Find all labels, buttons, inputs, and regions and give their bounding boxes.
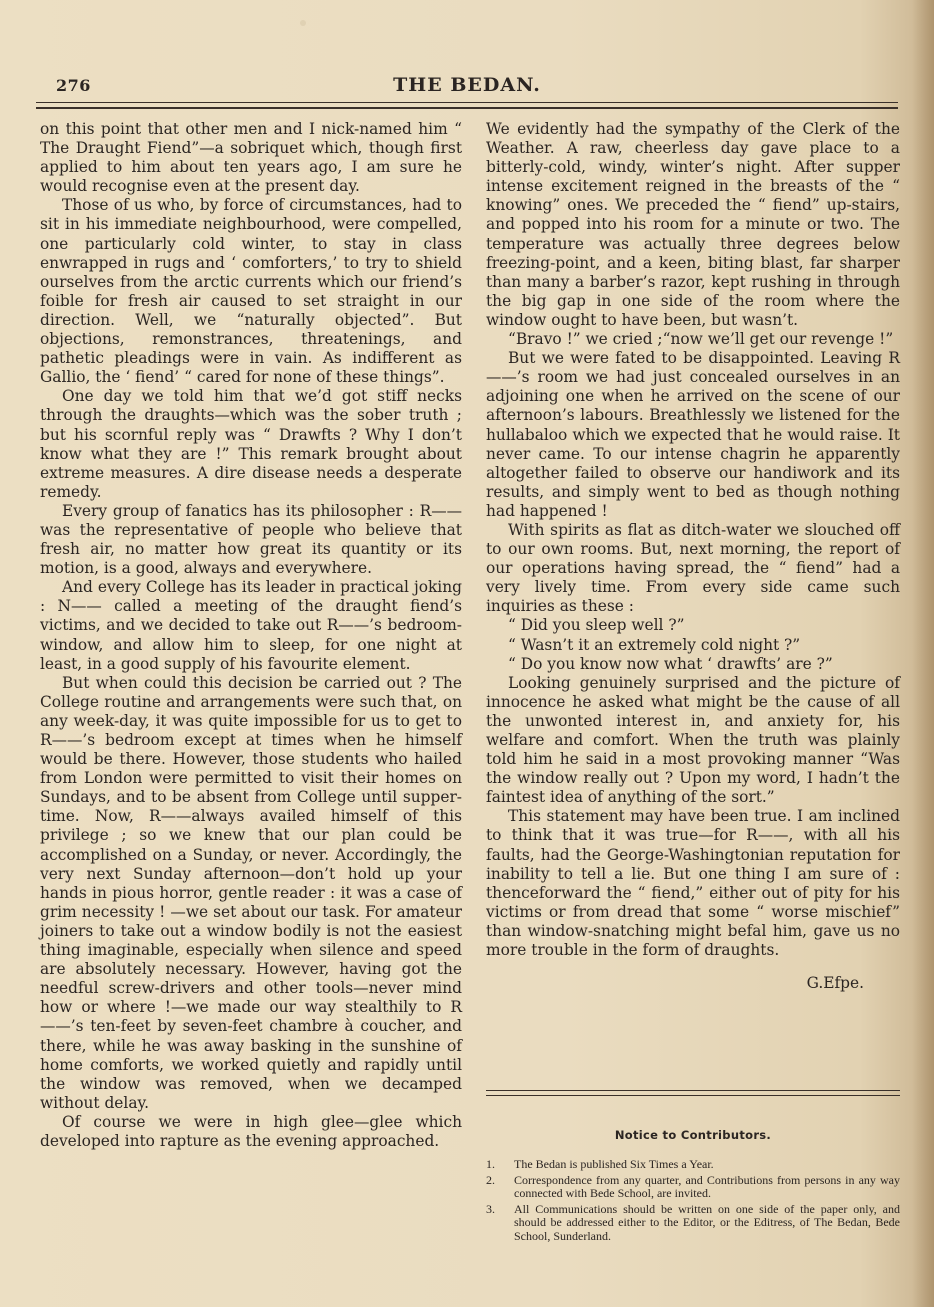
book-spine-shadow [912,0,934,1307]
notice-rule-top [486,1090,900,1091]
paper-spot [300,20,306,26]
notice-list [486,1158,900,1246]
quoted-line: “ Wasn’t it an extremely cold night ?” [508,635,801,654]
header-rule-thin [36,102,898,103]
paragraph: “Bravo !” we cried ;“now we’ll get our revenge !” [508,330,894,349]
paragraph: With spirits as flat as ditch-water we slouched off to our own rooms. But, next morning, the report of our operations having spread, the “ fiend” had a very lively time. From every side came such inquiries as these : [486,520,900,616]
notice-item-text: All Communications should be written on one side of the paper only, and should be addressed either to the Editor, or the Editress, of The Bedan, Bede School, Sunderland. [514,1201,900,1243]
author-signature: G.Efpe. [806,974,864,993]
paragraph: Looking genuinely surprised and the picture of innocence he asked what might be the cause of all the unwonted interest in, and anxiety for, his welfare and comfort. When the truth was plainly told him he said in a most provoking manner “Was the window really out ? Upon my word, I hadn’t the faintest idea of anything of the sort.” [486,673,900,807]
quoted-line: “ Did you sleep well ?” [508,616,685,635]
paragraph: But when could this decision be carried out ? The College routine and arrangements were such that, on any week-day, it was quite impossible for us to get to R——’s bedroom except at times when he himself would be there. However, those students who hailed from London were permitted to visit their homes on Sundays, and to be absent from College until supper-time. Now, R——always availed himself of this privilege ; so we knew that our plan could be accomplished on a Sunday, or never. Accordingly, the very next Sunday afternoon—don’t hold up your hands in pious horror, gentle reader : it was a case of grim necessity ! —we set about our task. For amateur joiners to take out a window bodily is not the easiest thing imaginable, especially when silence and speed are absolutely necessary. However, having got the needful screw-drivers and other tools—never mind how or where !—we made our way stealthily to R——’s ten-feet by seven-feet chambre à coucher, and there, while he was away basking in the sunshine of home comforts, we worked quietly and rapidly until the window was removed, when we decamped without delay. [40,673,462,1112]
paragraph: Those of us who, by force of circumstances, had to sit in his immediate neighbourhood, were compelled, one particularly cold winter, to stay in class enwrapped in rugs and ‘ comforters,’ to try to shield ourselves from the arctic currents which our friend’s foible for fresh air caused to set straight in our direction. Well, we “naturally objected”. But objections, remonstrances, threatenings, and pathetic pleadings were in vain. As indifferent as Gallio, the ‘ fiend’ “ cared for none of these things”. [40,196,462,387]
notice-rule-bottom [486,1095,900,1096]
page-header [36,72,898,104]
paragraph: One day we told him that we’d got stiff necks through the draughts—which was the sober truth ; but his scornful reply was “ Drawfts ? Why I don’t know what they are !” This remark brought about extreme measures. A dire disease needs a desperate remedy. [40,387,462,501]
right-column [486,120,900,993]
notice-item [486,1203,900,1244]
running-title: THE BEDAN. [393,74,541,96]
notice-item-number: 1. [486,1157,495,1171]
page-number: 276 [56,76,91,95]
notice-item [486,1174,900,1201]
paragraph: Every group of fanatics has its philosopher : R——was the representative of people who believe that fresh air, no matter how great its quantity or its motion, is a good, always and everywhere. [40,501,462,578]
notice-item-number: 3. [486,1201,495,1216]
paragraph: We evidently had the sympathy of the Clerk of the Weather. A raw, cheerless day gave place to a bitterly-cold, windy, winter’s night. After supper intense excitement reigned in the breasts of the “ knowing” ones. We preceded the “ fiend” up-stairs, and popped into his room for a minute or two. The temperature was actually three degrees below freezing-point, and a keen, biting blast, far sharper than many a barber’s razor, kept rushing in through the big gap in one side of the room where the window ought to have been, but wasn’t. [486,120,900,329]
header-rule-thick [36,107,898,109]
paragraph: on this point that other men and I nick-named him “ The Draught Fiend”—a sobriquet which, though first applied to him about ten years ago, I am sure he would recognise even at the present day. [40,120,462,196]
left-column [40,120,462,1151]
paragraph: But we were fated to be disappointed. Leaving R——’s room we had just concealed ourselves in an adjoining one when he arrived on the scene of our afternoon’s labours. Breathlessly we listened for the hullabaloo which we expected that he would raise. It never came. To our intense chagrin he apparently altogether failed to observe our handiwork and its results, and simply went to bed as though nothing had happened ! [486,349,900,520]
quoted-line: “ Do you know now what ‘ drawfts’ are ?” [508,654,833,673]
notice-title: Notice to Contributors. [614,1128,772,1142]
notice-item [486,1158,900,1172]
paragraph: And every College has its leader in practical joking : N—— called a meeting of the draught fiend’s victims, and we decided to take out R——’s bedroom-window, and allow him to sleep, for one night at least, in a good supply of his favourite element. [40,578,462,673]
notice-item-number: 2. [486,1172,495,1187]
notice-item-text: Correspondence from any quarter, and Contributions from persons in any way connected with Bede School, are invited. [514,1172,900,1201]
paragraph: This statement may have been true. I am inclined to think that it was true—for R——, with all his faults, had the George-Washingtonian reputation for inability to tell a lie. But one thing I am sure of : thenceforward the “ fiend,” either out of pity for his victims or from dread that some “ worse mischief” than window-snatching might befal him, gave us no more trouble in the form of draughts. [486,807,900,960]
paragraph: Of course we were in high glee—glee which developed into rapture as the evening approached. [40,1112,462,1150]
notice-item-text: The Bedan is published Six Times a Year. [514,1157,714,1171]
